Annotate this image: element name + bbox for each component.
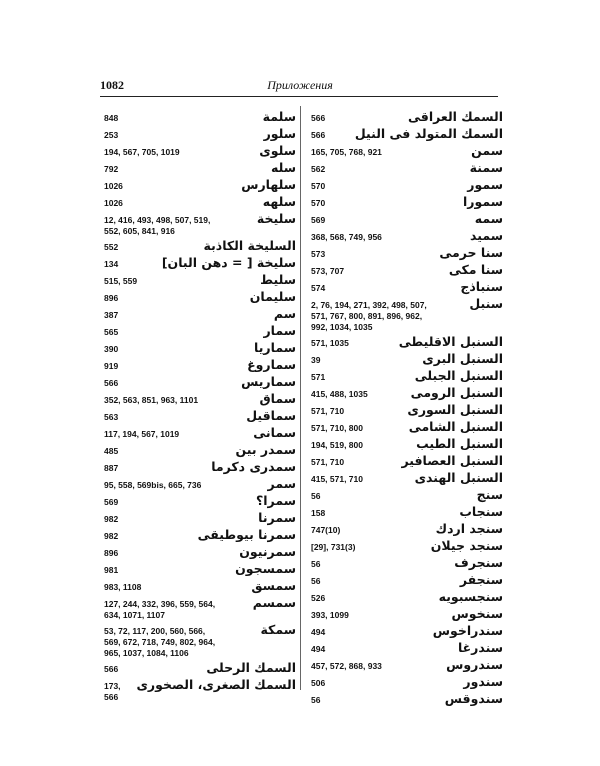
entry-page-refs: 515, 559 — [104, 276, 138, 286]
entry-term: سماروغ — [247, 357, 296, 372]
index-entry — [104, 159, 296, 176]
entry-term: سندرغا — [457, 640, 503, 655]
entry-page-refs: 570 — [311, 198, 326, 208]
index-entry — [104, 475, 296, 492]
entry-term: سمدرى دكرما — [211, 459, 296, 474]
index-entry — [311, 520, 503, 537]
index-entry — [311, 244, 503, 261]
entry-page-refs: 573, 707 — [311, 266, 345, 276]
entry-term: سمرنيون — [239, 544, 296, 559]
entry-term: السنبل الشامى — [408, 419, 503, 434]
index-entry — [104, 441, 296, 458]
entry-term: سليخة — [256, 211, 296, 226]
entry-term: سمانى — [253, 425, 296, 440]
index-entry — [311, 333, 503, 350]
entry-term: السنبل الاقليطى — [398, 334, 503, 349]
index-entry — [311, 622, 503, 639]
entry-page-refs: 571, 1035 — [311, 338, 349, 348]
entry-page-refs: 194, 567, 705, 1019 — [104, 147, 180, 157]
index-entry — [104, 142, 296, 159]
entry-page-refs: 566 — [311, 130, 326, 140]
entry-page-refs: 526 — [311, 593, 326, 603]
entry-page-refs: 12, 416, 493, 498, 507, 519, 552, 605, 841, 916 — [104, 215, 211, 236]
entry-term: سنجرف — [454, 555, 503, 570]
entry-term: سنجسبويه — [438, 589, 503, 604]
entry-page-refs: 173, 566 — [104, 681, 121, 702]
entry-page-refs: 565 — [104, 327, 119, 337]
entry-page-refs: 887 — [104, 463, 119, 473]
entry-term: سنجاب — [459, 504, 503, 519]
entry-page-refs: 919 — [104, 361, 119, 371]
entry-term: سنخوس — [451, 606, 503, 621]
index-entry — [311, 418, 503, 435]
index-entry — [311, 227, 503, 244]
index-entry — [104, 193, 296, 210]
index-entry — [104, 125, 296, 142]
entry-term: سمنة — [469, 160, 503, 175]
entry-page-refs: 848 — [104, 113, 119, 123]
entry-page-refs: 982 — [104, 531, 119, 541]
entry-term: سندراخوس — [432, 623, 503, 638]
index-entry — [311, 588, 503, 605]
entry-page-refs: 253 — [104, 130, 119, 140]
index-entry — [311, 639, 503, 656]
index-entry — [104, 271, 296, 288]
index-entry — [311, 367, 503, 384]
entry-term: السنبل البرى — [422, 351, 503, 366]
header-rule — [100, 96, 498, 97]
entry-term: السنبل الرومى — [410, 385, 503, 400]
index-entry — [104, 210, 296, 237]
index-entry — [311, 486, 503, 503]
index-entry — [311, 210, 503, 227]
index-entry — [104, 390, 296, 407]
index-entry — [104, 373, 296, 390]
entry-term: سنباذج — [460, 279, 503, 294]
entry-page-refs: 56 — [311, 559, 321, 569]
entry-term: سنا مكى — [448, 262, 503, 277]
entry-term: سمسم — [252, 595, 296, 610]
entry-term: سلهه — [262, 194, 296, 209]
index-entry — [311, 571, 503, 588]
index-entry — [311, 125, 503, 142]
index-entry — [104, 543, 296, 560]
entry-page-refs: 494 — [311, 644, 326, 654]
index-entry — [104, 237, 296, 254]
entry-term: سمسق — [251, 578, 296, 593]
entry-page-refs: 896 — [104, 548, 119, 558]
index-entry — [311, 673, 503, 690]
index-entry — [104, 339, 296, 356]
index-entry — [311, 690, 503, 707]
entry-term: السمك الصغرى، الصخورى — [136, 677, 296, 692]
entry-page-refs: 1026 — [104, 181, 123, 191]
index-entry — [311, 469, 503, 486]
entry-term: السمك العراقى — [408, 109, 503, 124]
page-header — [100, 78, 500, 94]
index-entry — [311, 537, 503, 554]
entry-term: السنبل السورى — [407, 402, 503, 417]
entry-page-refs: 552 — [104, 242, 119, 252]
index-entry — [104, 356, 296, 373]
entry-term: السليخة الكاذبة — [203, 238, 296, 253]
page-number: 1082 — [100, 78, 124, 92]
entry-term: سله — [271, 160, 296, 175]
index-entry — [104, 676, 296, 703]
index-entry — [104, 407, 296, 424]
entry-term: السمك الرحلى — [206, 660, 296, 675]
entry-page-refs: 194, 519, 800 — [311, 440, 363, 450]
index-entry — [311, 401, 503, 418]
entry-term: سمن — [471, 143, 503, 158]
entry-page-refs: 368, 568, 749, 956 — [311, 232, 382, 242]
entry-page-refs: 457, 572, 868, 933 — [311, 661, 382, 671]
entry-term: سمور — [467, 177, 503, 192]
entry-term: سنجد اردك — [435, 521, 503, 536]
entry-term: سندوقس — [444, 691, 503, 706]
entry-term: السنبل العصافير — [401, 453, 503, 468]
entry-term: سماقيل — [246, 408, 296, 423]
entry-term: سمرنا — [258, 510, 296, 525]
entry-page-refs: 563 — [104, 412, 119, 422]
index-entry — [104, 288, 296, 305]
entry-term: سليمان — [249, 289, 296, 304]
entry-page-refs: 571, 710 — [311, 457, 345, 467]
entry-term: سنج — [476, 487, 503, 502]
entry-page-refs: 896 — [104, 293, 119, 303]
entry-term: سندور — [463, 674, 503, 689]
index-entry — [104, 254, 296, 271]
entry-term: سنجفر — [459, 572, 503, 587]
entry-term: سماق — [259, 391, 296, 406]
index-entry — [311, 261, 503, 278]
entry-term: سماريا — [254, 340, 296, 355]
index-entry — [104, 108, 296, 125]
index-entry — [104, 659, 296, 676]
index-entry — [104, 424, 296, 441]
entry-term: سمار — [263, 323, 296, 338]
index-entry — [104, 176, 296, 193]
entry-page-refs: 415, 488, 1035 — [311, 389, 368, 399]
entry-term: سمكة — [260, 622, 296, 637]
entry-term: سمر — [267, 476, 296, 491]
entry-term: سميد — [470, 228, 503, 243]
entry-term: السنبل الطيب — [416, 436, 503, 451]
entry-page-refs: 158 — [311, 508, 326, 518]
entry-term: سمرنا بيوطيقى — [197, 527, 296, 542]
index-entry — [311, 278, 503, 295]
index-entry — [311, 656, 503, 673]
entry-term: سلوى — [259, 143, 296, 158]
entry-page-refs: 117, 194, 567, 1019 — [104, 429, 180, 439]
entry-page-refs: 747(10) — [311, 525, 341, 535]
running-title: Приложения — [267, 78, 333, 92]
entry-page-refs: 134 — [104, 259, 119, 269]
index-entry — [104, 560, 296, 577]
entry-term: سندروس — [446, 657, 503, 672]
index-entry — [104, 458, 296, 475]
entry-term: سمه — [474, 211, 503, 226]
entry-page-refs: 566 — [104, 664, 119, 674]
index-entry — [104, 526, 296, 543]
entry-term: سمرا؟ — [256, 493, 296, 508]
entry-term: السمك المتولد فى النيل — [354, 126, 503, 141]
index-entry — [311, 452, 503, 469]
index-entry — [311, 503, 503, 520]
index-entry — [311, 295, 503, 333]
index-entry — [104, 322, 296, 339]
entry-term: سلهارس — [241, 177, 296, 192]
entry-term: سم — [273, 306, 296, 321]
entry-term: سمسجون — [235, 561, 296, 576]
entry-page-refs: [29], 731(3) — [311, 542, 356, 552]
entry-page-refs: 571 — [311, 372, 326, 382]
entry-page-refs: 569 — [311, 215, 326, 225]
entry-page-refs: 571, 710 — [311, 406, 345, 416]
index-entry — [311, 384, 503, 401]
entry-page-refs: 983, 1108 — [104, 582, 142, 592]
entry-page-refs: 352, 563, 851, 963, 1101 — [104, 395, 199, 405]
entry-page-refs: 2, 76, 194, 271, 392, 498, 507, 571, 767, 800, 891, 896, 962, 992, 1034, 1035 — [311, 300, 427, 332]
entry-page-refs: 393, 1099 — [311, 610, 349, 620]
entry-page-refs: 982 — [104, 514, 119, 524]
entry-page-refs: 95, 558, 569bis, 665, 736 — [104, 480, 202, 490]
index-entry — [104, 509, 296, 526]
entry-page-refs: 562 — [311, 164, 326, 174]
entry-page-refs: 566 — [104, 378, 119, 388]
entry-term: السنبل الهندى — [414, 470, 503, 485]
entry-term: سلور — [263, 126, 296, 141]
entry-page-refs: 506 — [311, 678, 326, 688]
entry-term: سمدر بين — [235, 442, 296, 457]
entry-page-refs: 387 — [104, 310, 119, 320]
entry-page-refs: 56 — [311, 695, 321, 705]
index-entry — [104, 492, 296, 509]
entry-term: سليخة [ = دهن البان] — [161, 255, 296, 270]
index-entry — [104, 621, 296, 659]
right-column — [311, 108, 503, 707]
entry-page-refs: 127, 244, 332, 396, 559, 564, 634, 1071, 1107 — [104, 599, 216, 620]
entry-page-refs: 569 — [104, 497, 119, 507]
entry-page-refs: 981 — [104, 565, 119, 575]
entry-page-refs: 573 — [311, 249, 326, 259]
entry-term: سلمة — [262, 109, 296, 124]
entry-page-refs: 56 — [311, 576, 321, 586]
entry-page-refs: 570 — [311, 181, 326, 191]
index-entry — [311, 142, 503, 159]
index-entry — [311, 159, 503, 176]
index-entry — [311, 554, 503, 571]
entry-page-refs: 571, 710, 800 — [311, 423, 363, 433]
index-entry — [311, 435, 503, 452]
entry-term: سليط — [260, 272, 296, 287]
entry-page-refs: 566 — [311, 113, 326, 123]
index-entry — [104, 305, 296, 322]
entry-page-refs: 390 — [104, 344, 119, 354]
entry-term: سنبل — [469, 296, 503, 311]
index-entry — [311, 605, 503, 622]
entry-page-refs: 56 — [311, 491, 321, 501]
entry-page-refs: 1026 — [104, 198, 123, 208]
index-entry — [104, 577, 296, 594]
entry-term: سنجد جيلان — [430, 538, 503, 553]
left-column — [104, 108, 296, 703]
entry-page-refs: 485 — [104, 446, 119, 456]
entry-term: سنا حرمى — [439, 245, 503, 260]
index-entry — [311, 350, 503, 367]
entry-term: السنبل الجبلى — [414, 368, 503, 383]
entry-page-refs: 574 — [311, 283, 326, 293]
entry-term: سماريس — [241, 374, 296, 389]
entry-page-refs: 39 — [311, 355, 321, 365]
index-entry — [311, 176, 503, 193]
entry-page-refs: 415, 571, 710 — [311, 474, 363, 484]
index-entry — [104, 594, 296, 621]
index-entry — [311, 193, 503, 210]
entry-term: سمورا — [463, 194, 503, 209]
entry-page-refs: 53, 72, 117, 200, 560, 566, 569, 672, 718, 749, 802, 964, 965, 1037, 1084, 1106 — [104, 626, 216, 658]
entry-page-refs: 494 — [311, 627, 326, 637]
entry-page-refs: 165, 705, 768, 921 — [311, 147, 382, 157]
entry-page-refs: 792 — [104, 164, 119, 174]
index-entry — [311, 108, 503, 125]
column-divider — [300, 106, 301, 690]
